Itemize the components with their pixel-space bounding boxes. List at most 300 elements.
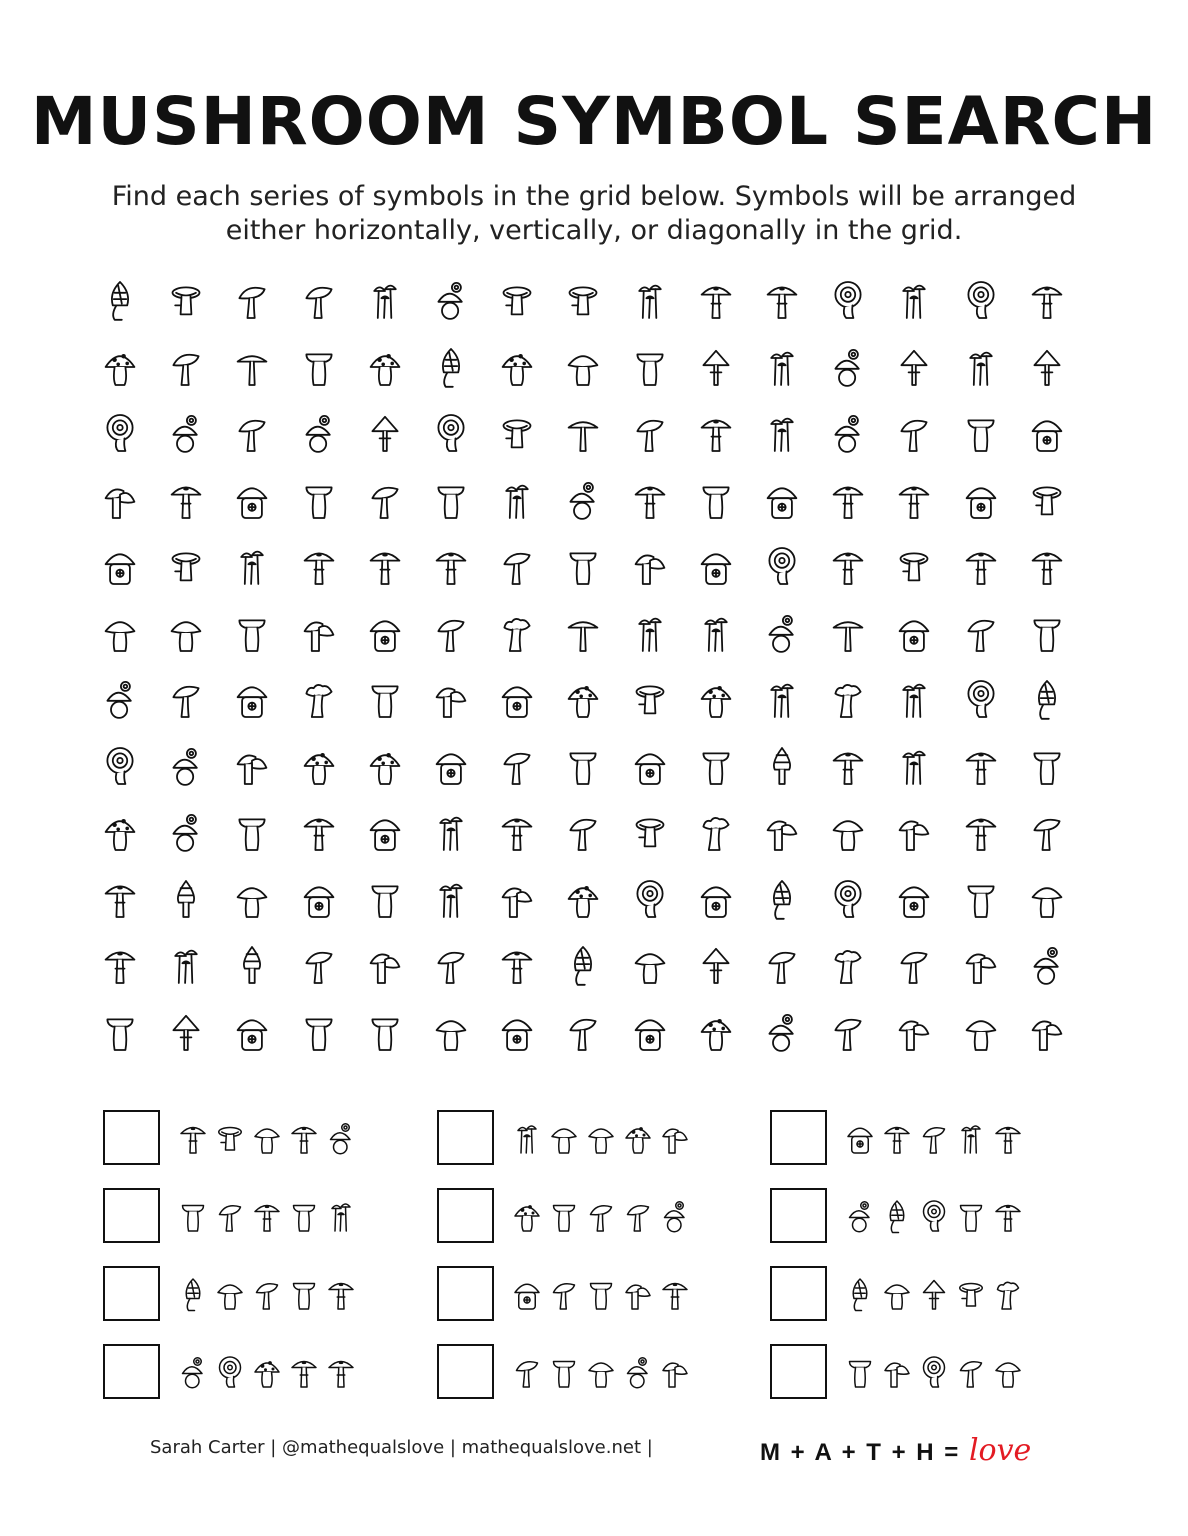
grid-cell[interactable] — [1025, 802, 1069, 862]
grid-cell[interactable] — [363, 935, 407, 995]
grid-cell[interactable] — [959, 1002, 1003, 1062]
snail-mushroom-icon — [168, 810, 204, 854]
clue-symbol — [212, 1264, 248, 1324]
grid-cell[interactable] — [429, 802, 473, 862]
grid-cell[interactable] — [628, 669, 672, 729]
grid-cell[interactable] — [230, 536, 274, 596]
plain-mushroom-icon — [698, 943, 734, 987]
grid-cell[interactable] — [297, 470, 341, 530]
grid-cell[interactable] — [429, 869, 473, 929]
grid-cell[interactable] — [164, 1002, 208, 1062]
grid-cell[interactable] — [297, 935, 341, 995]
grid-cell[interactable] — [694, 669, 738, 729]
clue-symbol — [990, 1264, 1026, 1324]
slant-mushroom-icon — [215, 1197, 245, 1235]
grid-cell[interactable] — [826, 869, 870, 929]
grid-cell[interactable] — [164, 337, 208, 397]
grid-cell[interactable] — [561, 337, 605, 397]
grid-cell[interactable] — [230, 403, 274, 463]
clue-symbol — [583, 1264, 619, 1324]
flat-mushroom-icon — [234, 345, 270, 389]
slant-mushroom-icon — [234, 278, 270, 322]
frilly-mushroom-icon — [830, 677, 866, 721]
grid-cell[interactable] — [760, 603, 804, 663]
clue-checkbox[interactable] — [770, 1266, 827, 1321]
grid-cell[interactable] — [826, 802, 870, 862]
ring-mushroom-icon — [882, 1119, 912, 1157]
grid-cell[interactable] — [892, 669, 936, 729]
grid-cell[interactable] — [164, 403, 208, 463]
double-mushroom-icon — [301, 611, 337, 655]
ring-mushroom-icon — [896, 478, 932, 522]
clue-checkbox[interactable] — [437, 1188, 494, 1243]
grid-cell[interactable] — [892, 470, 936, 530]
grid-cell[interactable] — [363, 869, 407, 929]
grid-cell[interactable] — [164, 669, 208, 729]
grid-cell[interactable] — [98, 736, 142, 796]
grid-cell[interactable] — [561, 869, 605, 929]
grid-cell[interactable] — [230, 337, 274, 397]
clue-checkbox[interactable] — [103, 1266, 160, 1321]
clue-list — [0, 1108, 1188, 1408]
plain-mushroom-icon — [367, 411, 403, 455]
cluster-mushroom-icon — [896, 544, 932, 588]
grid-cell[interactable] — [826, 470, 870, 530]
grid-cell[interactable] — [98, 603, 142, 663]
grid-cell[interactable] — [561, 802, 605, 862]
grid-cell[interactable] — [495, 403, 539, 463]
grid-cell[interactable] — [892, 536, 936, 596]
round-stripe-mushroom-icon — [830, 877, 866, 921]
clue-symbol — [842, 1264, 878, 1324]
clue-symbol — [546, 1108, 582, 1168]
ring-mushroom-icon — [499, 810, 535, 854]
tall-cap-mushroom-icon — [549, 1353, 579, 1391]
grid-cell[interactable] — [1025, 935, 1069, 995]
ring-mushroom-icon — [326, 1275, 356, 1313]
grid-cell[interactable] — [164, 802, 208, 862]
slant-mushroom-icon — [499, 544, 535, 588]
clue-checkbox[interactable] — [103, 1344, 160, 1399]
grid-cell[interactable] — [1025, 536, 1069, 596]
grid-cell[interactable] — [826, 603, 870, 663]
grid-cell[interactable] — [495, 470, 539, 530]
house-mushroom-icon — [234, 677, 270, 721]
grid-cell[interactable] — [694, 603, 738, 663]
grid-cell[interactable] — [959, 470, 1003, 530]
grid-cell[interactable] — [1025, 403, 1069, 463]
grid-cell[interactable] — [230, 935, 274, 995]
grid-cell[interactable] — [164, 536, 208, 596]
round-stripe-mushroom-icon — [919, 1197, 949, 1235]
ring-mushroom-icon — [963, 544, 999, 588]
grid-cell[interactable] — [892, 869, 936, 929]
grid-cell[interactable] — [959, 403, 1003, 463]
page-title: MUSHROOM SYMBOL SEARCH — [30, 83, 1158, 160]
house-mushroom-icon — [301, 877, 337, 921]
grid-cell[interactable] — [230, 669, 274, 729]
grid-cell[interactable] — [628, 337, 672, 397]
round-stripe-mushroom-icon — [215, 1353, 245, 1391]
grid-cell[interactable] — [429, 669, 473, 729]
morel-mushroom-icon — [1029, 677, 1065, 721]
tall-cluster-mushroom-icon — [896, 278, 932, 322]
grid-cell[interactable] — [892, 935, 936, 995]
clue-symbol — [842, 1186, 878, 1246]
house-mushroom-icon — [845, 1119, 875, 1157]
grid-cell[interactable] — [892, 603, 936, 663]
slant-mushroom-icon — [252, 1275, 282, 1313]
clue-checkbox[interactable] — [770, 1344, 827, 1399]
grid-cell[interactable] — [297, 1002, 341, 1062]
clue-checkbox[interactable] — [437, 1266, 494, 1321]
house-mushroom-icon — [102, 544, 138, 588]
symbol-grid — [98, 270, 1090, 1070]
grid-cell[interactable] — [495, 669, 539, 729]
grid-cell[interactable] — [98, 802, 142, 862]
grid-cell[interactable] — [297, 603, 341, 663]
grid-cell[interactable] — [628, 470, 672, 530]
grid-cell[interactable] — [628, 403, 672, 463]
clue-symbol — [249, 1186, 285, 1246]
grid-cell[interactable] — [694, 869, 738, 929]
grid-cell[interactable] — [694, 337, 738, 397]
clue-symbol — [879, 1186, 915, 1246]
grid-cell[interactable] — [959, 935, 1003, 995]
grid-cell[interactable] — [164, 736, 208, 796]
grid-cell[interactable] — [98, 337, 142, 397]
grid-cell[interactable] — [826, 270, 870, 330]
round-stripe-mushroom-icon — [963, 278, 999, 322]
spotted-mushroom-icon — [512, 1197, 542, 1235]
grid-cell[interactable] — [959, 802, 1003, 862]
grid-cell[interactable] — [628, 1002, 672, 1062]
house-mushroom-icon — [963, 478, 999, 522]
grid-cell[interactable] — [628, 536, 672, 596]
brand-logo — [760, 1433, 1031, 1468]
clue-checkbox[interactable] — [770, 1110, 827, 1165]
grid-cell[interactable] — [892, 802, 936, 862]
grid-cell[interactable] — [429, 470, 473, 530]
grid-cell[interactable] — [363, 669, 407, 729]
grid-cell[interactable] — [429, 603, 473, 663]
grid-cell[interactable] — [561, 536, 605, 596]
grid-cell[interactable] — [429, 935, 473, 995]
grid-cell[interactable] — [694, 802, 738, 862]
snail-mushroom-icon — [565, 478, 601, 522]
clue-symbol — [323, 1186, 359, 1246]
slant-mushroom-icon — [168, 677, 204, 721]
grid-cell[interactable] — [98, 935, 142, 995]
snail-mushroom-icon — [764, 1010, 800, 1054]
grid-cell[interactable] — [561, 736, 605, 796]
round-stripe-mushroom-icon — [963, 677, 999, 721]
grid-cell[interactable] — [826, 935, 870, 995]
grid-cell[interactable] — [694, 935, 738, 995]
tall-cluster-mushroom-icon — [632, 278, 668, 322]
spotted-mushroom-icon — [623, 1119, 653, 1157]
grid-cell[interactable] — [1025, 736, 1069, 796]
ring-mushroom-icon — [252, 1197, 282, 1235]
ring-mushroom-icon — [301, 544, 337, 588]
grid-cell[interactable] — [892, 337, 936, 397]
grid-cell[interactable] — [760, 869, 804, 929]
grid-cell[interactable] — [959, 536, 1003, 596]
grid-cell[interactable] — [1025, 1002, 1069, 1062]
spotted-mushroom-icon — [565, 677, 601, 721]
grid-cell[interactable] — [1025, 270, 1069, 330]
tall-cap-mushroom-icon — [845, 1353, 875, 1391]
grid-cell[interactable] — [1025, 603, 1069, 663]
clue-checkbox[interactable] — [103, 1110, 160, 1165]
grid-cell[interactable] — [561, 470, 605, 530]
clue-symbol — [916, 1264, 952, 1324]
grid-cell[interactable] — [297, 536, 341, 596]
clue-checkbox[interactable] — [437, 1110, 494, 1165]
tall-cap-mushroom-icon — [367, 677, 403, 721]
grid-cell[interactable] — [694, 470, 738, 530]
grid-cell[interactable] — [628, 802, 672, 862]
clue-symbol — [583, 1186, 619, 1246]
clue-symbol — [879, 1108, 915, 1168]
snail-mushroom-icon — [102, 677, 138, 721]
grid-cell[interactable] — [230, 270, 274, 330]
grid-cell[interactable] — [561, 403, 605, 463]
flat-mushroom-icon — [565, 611, 601, 655]
grid-cell[interactable] — [959, 869, 1003, 929]
grid-cell[interactable] — [164, 935, 208, 995]
grid-cell[interactable] — [98, 1002, 142, 1062]
grid-cell[interactable] — [1025, 337, 1069, 397]
grid-cell[interactable] — [561, 935, 605, 995]
double-mushroom-icon — [660, 1353, 690, 1391]
grid-cell[interactable] — [495, 536, 539, 596]
grid-cell[interactable] — [429, 536, 473, 596]
grid-cell[interactable] — [892, 270, 936, 330]
grid-cell[interactable] — [826, 403, 870, 463]
grid-cell[interactable] — [164, 869, 208, 929]
grid-cell[interactable] — [760, 1002, 804, 1062]
clue-checkbox[interactable] — [103, 1188, 160, 1243]
grid-cell[interactable] — [826, 536, 870, 596]
grid-cell[interactable] — [892, 736, 936, 796]
tall-cap-mushroom-icon — [632, 345, 668, 389]
grid-cell[interactable] — [98, 470, 142, 530]
grid-cell[interactable] — [363, 403, 407, 463]
clue-checkbox[interactable] — [770, 1188, 827, 1243]
slant-mushroom-icon — [956, 1353, 986, 1391]
grid-cell[interactable] — [495, 869, 539, 929]
clue-symbol — [583, 1108, 619, 1168]
slant-mushroom-icon — [168, 345, 204, 389]
grid-cell[interactable] — [760, 403, 804, 463]
clue-symbol — [916, 1342, 952, 1402]
grid-cell[interactable] — [495, 736, 539, 796]
frilly-mushroom-icon — [499, 611, 535, 655]
clue-symbol — [509, 1342, 545, 1402]
dome-mushroom-icon — [565, 345, 601, 389]
grid-cell[interactable] — [628, 935, 672, 995]
grid-cell[interactable] — [297, 337, 341, 397]
grid-cell[interactable] — [1025, 869, 1069, 929]
grid-cell[interactable] — [760, 802, 804, 862]
morel-mushroom-icon — [764, 877, 800, 921]
grid-cell[interactable] — [1025, 669, 1069, 729]
spotted-mushroom-icon — [301, 744, 337, 788]
tall-cluster-mushroom-icon — [764, 411, 800, 455]
grid-cell[interactable] — [363, 270, 407, 330]
grid-cell[interactable] — [297, 270, 341, 330]
grid-cell[interactable] — [429, 736, 473, 796]
grid-cell[interactable] — [959, 603, 1003, 663]
grid-cell[interactable] — [694, 1002, 738, 1062]
clue-symbol — [879, 1264, 915, 1324]
grid-cell[interactable] — [495, 935, 539, 995]
double-mushroom-icon — [632, 544, 668, 588]
dome-mushroom-icon — [993, 1353, 1023, 1391]
grid-cell[interactable] — [826, 1002, 870, 1062]
grid-cell[interactable] — [230, 1002, 274, 1062]
grid-cell[interactable] — [230, 869, 274, 929]
grid-cell[interactable] — [826, 669, 870, 729]
snail-mushroom-icon — [845, 1197, 875, 1235]
clue-symbol — [583, 1342, 619, 1402]
clue-symbol — [842, 1108, 878, 1168]
grid-cell[interactable] — [230, 802, 274, 862]
spotted-mushroom-icon — [367, 345, 403, 389]
grid-cell[interactable] — [98, 270, 142, 330]
grid-cell[interactable] — [297, 669, 341, 729]
grid-cell[interactable] — [164, 603, 208, 663]
clue-checkbox[interactable] — [437, 1344, 494, 1399]
grid-cell[interactable] — [429, 403, 473, 463]
grid-cell[interactable] — [959, 337, 1003, 397]
grid-cell[interactable] — [363, 337, 407, 397]
ring-mushroom-icon — [764, 278, 800, 322]
grid-cell[interactable] — [230, 470, 274, 530]
grid-cell[interactable] — [959, 736, 1003, 796]
cluster-mushroom-icon — [565, 278, 601, 322]
clue-symbol — [657, 1108, 693, 1168]
grid-cell[interactable] — [1025, 470, 1069, 530]
tall-cap-mushroom-icon — [301, 478, 337, 522]
grid-cell[interactable] — [760, 337, 804, 397]
grid-cell[interactable] — [959, 669, 1003, 729]
grid-cell[interactable] — [363, 536, 407, 596]
clue-symbol — [286, 1108, 322, 1168]
grid-cell[interactable] — [694, 270, 738, 330]
grid-cell[interactable] — [429, 337, 473, 397]
tall-cap-mushroom-icon — [367, 1010, 403, 1054]
tall-cap-mushroom-icon — [289, 1197, 319, 1235]
grid-cell[interactable] — [694, 536, 738, 596]
grid-cell[interactable] — [363, 470, 407, 530]
ring-mushroom-icon — [433, 544, 469, 588]
grid-cell[interactable] — [363, 802, 407, 862]
clue-symbol — [916, 1108, 952, 1168]
grid-cell[interactable] — [760, 736, 804, 796]
tall-cap-mushroom-icon — [102, 1010, 138, 1054]
grid-cell[interactable] — [826, 736, 870, 796]
clue-symbol — [953, 1186, 989, 1246]
grid-cell[interactable] — [959, 270, 1003, 330]
grid-cell[interactable] — [495, 337, 539, 397]
grid-cell[interactable] — [561, 1002, 605, 1062]
tall-cluster-mushroom-icon — [499, 478, 535, 522]
grid-cell[interactable] — [561, 669, 605, 729]
grid-cell[interactable] — [760, 536, 804, 596]
grid-cell[interactable] — [297, 869, 341, 929]
grid-cell[interactable] — [561, 603, 605, 663]
grid-cell[interactable] — [628, 603, 672, 663]
grid-cell[interactable] — [164, 270, 208, 330]
grid-cell[interactable] — [363, 603, 407, 663]
slant-mushroom-icon — [632, 411, 668, 455]
cluster-mushroom-icon — [168, 544, 204, 588]
grid-cell[interactable] — [694, 403, 738, 463]
grid-cell[interactable] — [760, 935, 804, 995]
grid-cell[interactable] — [495, 802, 539, 862]
grid-cell[interactable] — [892, 1002, 936, 1062]
grid-cell[interactable] — [98, 669, 142, 729]
clue-item — [103, 1108, 403, 1168]
grid-cell[interactable] — [495, 270, 539, 330]
slant-mushroom-icon — [301, 943, 337, 987]
grid-cell[interactable] — [495, 603, 539, 663]
grid-cell[interactable] — [628, 869, 672, 929]
grid-cell[interactable] — [628, 270, 672, 330]
cluster-mushroom-icon — [215, 1119, 245, 1157]
grid-cell[interactable] — [297, 802, 341, 862]
round-stripe-mushroom-icon — [830, 278, 866, 322]
grid-cell[interactable] — [495, 1002, 539, 1062]
morel-mushroom-icon — [565, 943, 601, 987]
grid-cell[interactable] — [826, 337, 870, 397]
grid-cell[interactable] — [363, 1002, 407, 1062]
grid-cell[interactable] — [363, 736, 407, 796]
grid-cell[interactable] — [98, 869, 142, 929]
grid-cell[interactable] — [297, 403, 341, 463]
frilly-mushroom-icon — [301, 677, 337, 721]
grid-cell[interactable] — [297, 736, 341, 796]
cluster-mushroom-icon — [632, 677, 668, 721]
grid-cell[interactable] — [98, 536, 142, 596]
snail-mushroom-icon — [830, 345, 866, 389]
tall-cluster-mushroom-icon — [956, 1119, 986, 1157]
cluster-mushroom-icon — [168, 278, 204, 322]
clue-symbol — [546, 1186, 582, 1246]
grid-cell[interactable] — [892, 403, 936, 463]
house-mushroom-icon — [632, 744, 668, 788]
house-mushroom-icon — [367, 810, 403, 854]
grid-cell[interactable] — [429, 1002, 473, 1062]
tall-cap-mushroom-icon — [698, 744, 734, 788]
grid-cell[interactable] — [98, 403, 142, 463]
grid-cell[interactable] — [760, 669, 804, 729]
clue-item — [437, 1186, 737, 1246]
grid-cell[interactable] — [760, 470, 804, 530]
grid-cell[interactable] — [230, 736, 274, 796]
grid-cell[interactable] — [628, 736, 672, 796]
snail-mushroom-icon — [830, 411, 866, 455]
grid-cell[interactable] — [429, 270, 473, 330]
grid-cell[interactable] — [760, 270, 804, 330]
grid-cell[interactable] — [694, 736, 738, 796]
ring-mushroom-icon — [1029, 278, 1065, 322]
grid-cell[interactable] — [561, 270, 605, 330]
grid-cell[interactable] — [230, 603, 274, 663]
grid-cell[interactable] — [164, 470, 208, 530]
